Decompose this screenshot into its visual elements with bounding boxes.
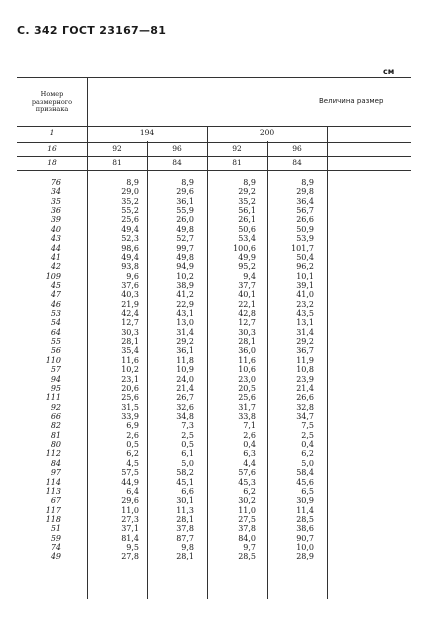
value-cell: 56,1 xyxy=(238,206,256,216)
value-cell: 25,6 xyxy=(121,215,139,225)
value-cell: 34,7 xyxy=(296,411,314,421)
value-cell: 38,6 xyxy=(296,524,314,534)
value-cell: 10,1 xyxy=(296,271,314,281)
value-cell: 7,1 xyxy=(243,421,256,431)
value-cell: 45,3 xyxy=(238,477,256,487)
value-cell: 39,1 xyxy=(296,280,314,290)
sub2-1: 81 xyxy=(112,158,122,167)
value-cell: 13,0 xyxy=(176,318,194,328)
row1-rule xyxy=(17,142,411,143)
row-label: 66 xyxy=(50,411,61,421)
value-cell: 31,4 xyxy=(296,327,314,337)
value-cell: 98,6 xyxy=(121,243,139,253)
value-cell: 28,5 xyxy=(296,514,314,524)
value-cell: 10,9 xyxy=(176,365,194,375)
value-cell: 45,1 xyxy=(176,477,194,487)
row-label: 114 xyxy=(45,477,61,487)
value-cell: 6,5 xyxy=(301,486,314,496)
row-label: 54 xyxy=(50,318,61,328)
row-label: 92 xyxy=(50,402,61,412)
value-cell: 58,4 xyxy=(296,468,314,478)
value-cell: 26,1 xyxy=(238,215,256,225)
value-cell: 6,3 xyxy=(243,449,256,459)
value-cell: 90,7 xyxy=(296,533,314,543)
value-cell: 34,8 xyxy=(176,411,194,421)
group-194: 194 xyxy=(139,128,155,137)
value-cell: 30,3 xyxy=(121,327,139,337)
row-16-label: 16 xyxy=(47,144,57,153)
sub1-4: 96 xyxy=(292,144,302,153)
value-cell: 11,0 xyxy=(121,505,139,515)
value-cell: 28,5 xyxy=(238,552,256,562)
value-cell: 13,1 xyxy=(296,318,314,328)
value-cell: 94,9 xyxy=(176,262,194,272)
row-label: 55 xyxy=(50,337,61,347)
row-label: 34 xyxy=(50,187,61,197)
value-cell: 36,4 xyxy=(296,196,314,206)
value-cell: 36,0 xyxy=(238,346,256,356)
value-cell: 52,3 xyxy=(121,234,139,244)
value-cell: 23,9 xyxy=(296,374,314,384)
value-cell: 33,8 xyxy=(238,411,256,421)
value-cell: 26,7 xyxy=(176,393,194,403)
value-cell: 57,5 xyxy=(121,468,139,478)
row-label: 95 xyxy=(50,383,61,393)
value-cell: 43,1 xyxy=(176,309,194,319)
value-cell: 6,2 xyxy=(301,449,314,459)
row-label: 47 xyxy=(50,290,61,300)
col-divider-2 xyxy=(207,126,208,599)
value-cell: 27,8 xyxy=(121,552,139,562)
value-cell: 11,3 xyxy=(176,505,194,515)
value-cell: 5,0 xyxy=(181,458,194,468)
value-cell: 43,5 xyxy=(296,309,314,319)
row-label-column xyxy=(17,178,61,562)
sub1-3: 92 xyxy=(232,144,242,153)
sub2-4: 84 xyxy=(292,158,302,167)
value-cell: 35,2 xyxy=(121,196,139,206)
value-cell: 21,9 xyxy=(121,299,139,309)
sub1-1: 92 xyxy=(112,144,122,153)
row-label: 40 xyxy=(50,224,61,234)
value-cell: 28,1 xyxy=(238,337,256,347)
value-cell: 12,7 xyxy=(238,318,256,328)
value-cell: 22,9 xyxy=(176,299,194,309)
value-cell: 28,1 xyxy=(176,552,194,562)
value-cell: 50,4 xyxy=(296,252,314,262)
value-cell: 9,4 xyxy=(243,271,256,281)
col-divider-4 xyxy=(327,126,328,599)
value-cell: 6,4 xyxy=(126,486,139,496)
group-200: 200 xyxy=(259,128,275,137)
value-cell: 11,8 xyxy=(176,355,194,365)
value-cell: 32,8 xyxy=(296,402,314,412)
value-cell: 30,3 xyxy=(238,327,256,337)
row-label: 94 xyxy=(50,374,61,384)
value-cell: 25,6 xyxy=(238,393,256,403)
value-cell: 21,4 xyxy=(176,383,194,393)
value-cell: 10,2 xyxy=(121,365,139,375)
row18-rule xyxy=(17,170,411,171)
value-cell: 26,6 xyxy=(296,215,314,225)
value-cell: 30,9 xyxy=(296,496,314,506)
row-label: 46 xyxy=(50,299,61,309)
row-label: 39 xyxy=(50,215,61,225)
label-divider xyxy=(87,77,88,599)
value-cell: 8,9 xyxy=(243,178,256,187)
value-column-2 xyxy=(164,178,194,562)
value-cell: 53,4 xyxy=(238,234,256,244)
value-cell: 49,9 xyxy=(238,252,256,262)
value-cell: 2,5 xyxy=(181,430,194,440)
value-cell: 30,1 xyxy=(176,496,194,506)
value-cell: 99,7 xyxy=(176,243,194,253)
value-cell: 4,5 xyxy=(126,458,139,468)
value-cell: 29,6 xyxy=(176,187,194,197)
value-cell: 27,5 xyxy=(238,514,256,524)
value-cell: 0,4 xyxy=(243,440,256,450)
value-cell: 40,1 xyxy=(238,290,256,300)
value-cell: 50,6 xyxy=(238,224,256,234)
value-cell: 28,1 xyxy=(176,514,194,524)
row-label: 45 xyxy=(50,280,61,290)
value-cell: 5,0 xyxy=(301,458,314,468)
value-cell: 41,2 xyxy=(176,290,194,300)
value-cell: 0,4 xyxy=(301,440,314,450)
row-label: 84 xyxy=(50,458,61,468)
value-cell: 87,7 xyxy=(176,533,194,543)
value-cell: 10,6 xyxy=(238,365,256,375)
value-cell: 23,2 xyxy=(296,299,314,309)
row-label: 118 xyxy=(45,514,61,524)
row-label: 117 xyxy=(45,505,61,515)
row-label: 57 xyxy=(50,365,61,375)
table-top-rule xyxy=(17,77,411,78)
row-label: 109 xyxy=(45,271,61,281)
row-label: 76 xyxy=(50,178,61,187)
col-divider-1 xyxy=(147,141,148,599)
value-cell: 100,6 xyxy=(233,243,256,253)
value-cell: 36,7 xyxy=(296,346,314,356)
unit-label: см xyxy=(383,67,395,76)
value-cell: 20,6 xyxy=(121,383,139,393)
value-cell: 42,4 xyxy=(121,309,139,319)
value-cell: 25,6 xyxy=(121,393,139,403)
value-cell: 9,8 xyxy=(181,543,194,553)
row-label: 42 xyxy=(50,262,61,272)
row-label: 82 xyxy=(50,421,61,431)
value-cell: 11,0 xyxy=(238,505,256,515)
row-label: 112 xyxy=(45,449,61,459)
value-cell: 38,9 xyxy=(176,280,194,290)
row16-rule xyxy=(17,156,411,157)
value-cell: 11,6 xyxy=(121,355,139,365)
value-cell: 6,6 xyxy=(181,486,194,496)
value-cell: 7,3 xyxy=(181,421,194,431)
value-cell: 37,7 xyxy=(238,280,256,290)
value-cell: 9,6 xyxy=(126,271,139,281)
row-label: 113 xyxy=(45,486,61,496)
value-cell: 7,5 xyxy=(301,421,314,431)
row-label: 44 xyxy=(50,243,61,253)
value-cell: 36,1 xyxy=(176,346,194,356)
value-cell: 49,8 xyxy=(176,252,194,262)
value-cell: 96,2 xyxy=(296,262,314,272)
value-cell: 29,2 xyxy=(176,337,194,347)
value-cell: 2,5 xyxy=(301,430,314,440)
value-cell: 32,6 xyxy=(176,402,194,412)
value-cell: 52,7 xyxy=(176,234,194,244)
row-label: 97 xyxy=(50,468,61,478)
value-cell: 28,9 xyxy=(296,552,314,562)
value-cell: 6,2 xyxy=(126,449,139,459)
row-label: 35 xyxy=(50,196,61,206)
value-cell: 11,6 xyxy=(238,355,256,365)
value-cell: 0,5 xyxy=(181,440,194,450)
value-cell: 36,1 xyxy=(176,196,194,206)
value-cell: 49,4 xyxy=(121,224,139,234)
value-cell: 9,5 xyxy=(126,543,139,553)
row-label: 110 xyxy=(45,355,61,365)
value-cell: 6,2 xyxy=(243,486,256,496)
row-18-label: 18 xyxy=(47,158,57,167)
value-cell: 26,0 xyxy=(176,215,194,225)
value-cell: 20,5 xyxy=(238,383,256,393)
page-header: С. 342 ГОСТ 23167—81 xyxy=(17,24,167,37)
value-cell: 49,4 xyxy=(121,252,139,262)
value-cell: 81,4 xyxy=(121,533,139,543)
value-cell: 84,0 xyxy=(238,533,256,543)
size-value-label: Величина размер xyxy=(319,97,384,105)
row-label: 53 xyxy=(50,309,61,319)
sub2-2: 84 xyxy=(172,158,182,167)
row-label: 74 xyxy=(50,543,61,553)
row-label: 49 xyxy=(50,552,61,562)
row-label: 67 xyxy=(50,496,61,506)
value-cell: 10,8 xyxy=(296,365,314,375)
value-cell: 37,1 xyxy=(121,524,139,534)
value-cell: 101,7 xyxy=(291,243,314,253)
value-cell: 22,1 xyxy=(238,299,256,309)
value-cell: 8,9 xyxy=(301,178,314,187)
value-cell: 2,6 xyxy=(243,430,256,440)
value-cell: 12,7 xyxy=(121,318,139,328)
row-label: 80 xyxy=(50,440,61,450)
row-label: 81 xyxy=(50,430,61,440)
value-cell: 2,6 xyxy=(126,430,139,440)
value-cell: 55,9 xyxy=(176,206,194,216)
value-cell: 45,6 xyxy=(296,477,314,487)
value-cell: 29,8 xyxy=(296,187,314,197)
value-cell: 4,4 xyxy=(243,458,256,468)
value-cell: 44,9 xyxy=(121,477,139,487)
value-cell: 10,0 xyxy=(296,543,314,553)
value-cell: 23,1 xyxy=(121,374,139,384)
value-cell: 26,6 xyxy=(296,393,314,403)
value-cell: 37,8 xyxy=(176,524,194,534)
value-cell: 11,4 xyxy=(296,505,314,515)
value-cell: 35,2 xyxy=(238,196,256,206)
col-divider-3 xyxy=(267,141,268,599)
row-label: 111 xyxy=(45,393,61,403)
value-column-3 xyxy=(225,178,256,562)
value-cell: 6,9 xyxy=(126,421,139,431)
value-cell: 8,9 xyxy=(126,178,139,187)
value-cell: 41,0 xyxy=(296,290,314,300)
value-column-1 xyxy=(109,178,139,562)
sub1-2: 96 xyxy=(172,144,182,153)
value-cell: 58,2 xyxy=(176,468,194,478)
value-cell: 8,9 xyxy=(181,178,194,187)
value-cell: 28,1 xyxy=(121,337,139,347)
value-cell: 56,7 xyxy=(296,206,314,216)
value-cell: 93,8 xyxy=(121,262,139,272)
value-cell: 29,2 xyxy=(238,187,256,197)
value-cell: 95,2 xyxy=(238,262,256,272)
data-table xyxy=(17,77,411,599)
header-label: Номер размерного признака xyxy=(31,90,73,113)
row-label: 56 xyxy=(50,346,61,356)
sub2-3: 81 xyxy=(232,158,242,167)
row-label: 36 xyxy=(50,206,61,216)
value-cell: 53,9 xyxy=(296,234,314,244)
value-cell: 0,5 xyxy=(126,440,139,450)
value-cell: 37,8 xyxy=(238,524,256,534)
value-cell: 23,0 xyxy=(238,374,256,384)
row-label: 43 xyxy=(50,234,61,244)
value-cell: 29,2 xyxy=(296,337,314,347)
value-cell: 42,8 xyxy=(238,309,256,319)
value-cell: 35,4 xyxy=(121,346,139,356)
value-cell: 31,4 xyxy=(176,327,194,337)
value-cell: 50,9 xyxy=(296,224,314,234)
row-label: 59 xyxy=(50,533,61,543)
value-cell: 57,6 xyxy=(238,468,256,478)
value-cell: 55,2 xyxy=(121,206,139,216)
row-label: 41 xyxy=(50,252,61,262)
value-cell: 37,6 xyxy=(121,280,139,290)
value-cell: 29,6 xyxy=(121,496,139,506)
value-cell: 30,2 xyxy=(238,496,256,506)
value-cell: 24,0 xyxy=(176,374,194,384)
value-cell: 21,4 xyxy=(296,383,314,393)
row-label: 64 xyxy=(50,327,61,337)
value-column-4 xyxy=(283,178,314,562)
table-head-rule xyxy=(17,126,411,127)
value-cell: 31,5 xyxy=(121,402,139,412)
value-cell: 9,7 xyxy=(243,543,256,553)
value-cell: 31,7 xyxy=(238,402,256,412)
value-cell: 49,8 xyxy=(176,224,194,234)
value-cell: 29,0 xyxy=(121,187,139,197)
value-cell: 11,9 xyxy=(296,355,314,365)
value-cell: 10,2 xyxy=(176,271,194,281)
value-cell: 33,9 xyxy=(121,411,139,421)
row-1-label: 1 xyxy=(49,128,55,137)
value-cell: 6,1 xyxy=(181,449,194,459)
value-cell: 27,3 xyxy=(121,514,139,524)
value-cell: 40,3 xyxy=(121,290,139,300)
row-label: 51 xyxy=(50,524,61,534)
